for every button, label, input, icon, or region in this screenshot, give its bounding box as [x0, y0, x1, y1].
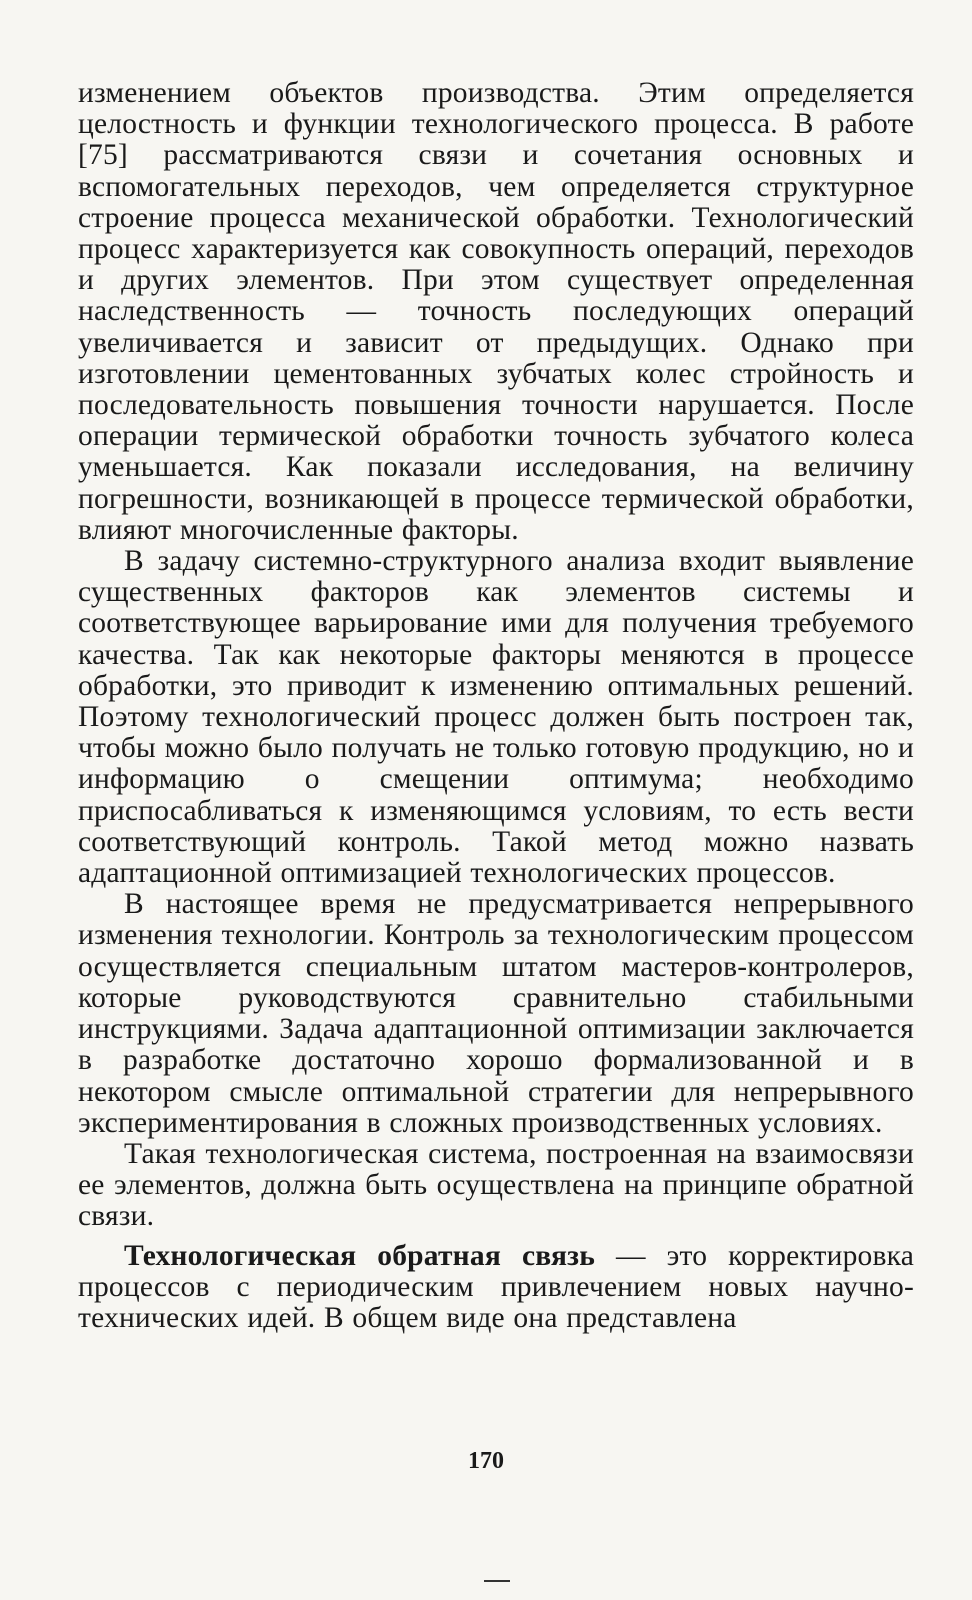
paragraph-5-text: — это корректировка процессов с периодическим привлечением новых научно-технических идей. В общем виде она представлена: [78, 1239, 914, 1334]
paragraph-5: [78, 1241, 914, 1335]
paragraph-2: В задачу системно-структурного анализа входит выявление существенных факторов как элементов системы и соответствующее варьирование ими для получения требуемого качества. Так как некоторые факторы меняются в процессе обработки, это приводит к изменению оптимальных решений. Поэтому технологический процесс должен быть построен так, чтобы можно было получать не только готовую продукцию, но и информацию о смещении оптимума; необходимо приспосабливаться к изменяющимся условиям, то есть вести соответствующий контроль. Такой метод можно назвать адаптационной оптимизацией технологических процессов.: [78, 545, 914, 890]
page-body: [78, 78, 914, 1334]
defined-term: Технологическая обратная связь: [124, 1239, 596, 1272]
paragraph-3: В настоящее время не предусматривается непрерывного изменения технологии. Контроль за технологическим процессом осуществляется специальным штатом мастеров-контролеров, которые руководствуются сравнительно стабильными инструкциями. Задача адаптационной оптимизации заключается в разработке достаточно хорошо формализованной и в некотором смысле оптимальной стратегии для непрерывного экспериментирования в сложных производственных условиях.: [78, 888, 914, 1139]
bottom-mark: [484, 1580, 510, 1582]
page-number: 170: [468, 1448, 504, 1474]
paragraph-4: Такая технологическая система, построенная на взаимосвязи ее элементов, должна быть осуществлена на принципе обратной связи.: [78, 1137, 914, 1233]
paragraph-1: изменением объектов производства. Этим определяется целостность и функции технологического процесса. В работе [75] рассматриваются связи и сочетания основных и вспомогательных переходов, чем определяется структурное строение процесса механической обработки. Технологический процесс характеризуется как совокупность операций, переходов и других элементов. При этом существует определенная наследственность — точность последующих операций увеличивается и зависит от предыдущих. Однако при изготовлении цементованных зубчатых колес стройность и последовательность повышения точности нарушается. После операции термической обработки точность зубчатого колеса уменьшается. Как показали исследования, на величину погрешности, возникающей в процессе термической обработки, влияют многочисленные факторы.: [78, 77, 914, 546]
